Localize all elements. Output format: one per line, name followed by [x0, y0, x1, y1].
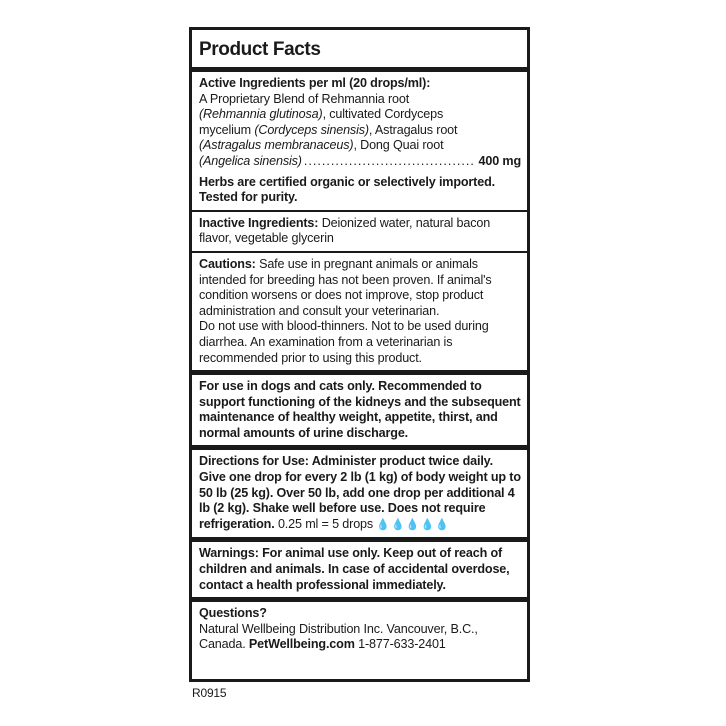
cautions-heading: Cautions: [199, 256, 256, 271]
inactive-ingredients-section [198, 212, 521, 251]
warnings-text: For animal use only. Keep out of reach of children and animals. In case of accidental overdose, contact a health professional immediately. [199, 546, 510, 592]
phone-text: 1-877-633-2401 [358, 637, 446, 652]
active-amount: 400 mg [478, 153, 521, 168]
product-code: R0915 [192, 686, 227, 700]
website-text: PetWellbeing.com [248, 637, 355, 652]
active-line-4: (Astragalus membranaceus), Dong Quai root [199, 138, 444, 153]
cautions-section [198, 253, 521, 370]
warnings-heading: Warnings: [199, 546, 259, 561]
label-title: Product Facts [199, 39, 321, 60]
inactive-heading: Inactive Ingredients: [199, 215, 319, 230]
questions-line-2: Canada. PetWellbeing.com 1-877-633-2401 [199, 637, 446, 652]
active-line-3: mycelium (Cordyceps sinensis), Astragalus root [199, 122, 458, 137]
inactive-text: Deionized water, natural bacon flavor, vegetable glycerin [199, 215, 491, 246]
warnings-section [198, 542, 521, 597]
directions-text: Directions for Use: Administer product twice daily. Give one drop for every 2 lb (1 kg) of body weight up to 50 lb (25 kg). Over 50 lb, add one drop per additional 4 lb (2 kg). Shake well before use. Does not require refrigeration. [199, 454, 521, 531]
use-section [198, 375, 521, 445]
questions-heading: Questions? [199, 606, 267, 621]
active-line-2: (Rehmannia glutinosa), cultivated Cordyceps [199, 107, 444, 122]
product-facts-label [189, 27, 530, 682]
cautions-text-2: Do not use with blood-thinners. Not to be used during diarrhea. An examination from a veterinarian is recommended prior to using this product. [199, 319, 489, 365]
directions-section [198, 450, 521, 537]
active-line-1: A Proprietary Blend of Rehmannia root [199, 91, 410, 106]
active-line-5: (Angelica sinensis) ...................................... 400 mg [199, 153, 521, 168]
active-ingredients-section [198, 72, 521, 210]
dot-leader: ...................................... [303, 153, 475, 168]
herbs-note: Herbs are certified organic or selectively imported. Tested for purity. [199, 174, 495, 205]
questions-line-1: Natural Wellbeing Distribution Inc. Vancouver, B.C., [199, 621, 478, 636]
use-text: For use in dogs and cats only. Recommended to support functioning of the kidneys and the subsequent maintenance of healthy weight, appetite, thirst, and normal amounts of urine discharge. [199, 379, 521, 440]
active-ingredients-heading: Active Ingredients per ml (20 drops/ml): [199, 76, 431, 90]
questions-section [198, 602, 521, 657]
dose-text: 0.25 ml = 5 drops [277, 516, 374, 531]
water-drop-icons: 💧💧💧💧💧 [376, 518, 450, 531]
cautions-text-1: Safe use in pregnant animals or animals intended for breeding has not been proven. If animal's condition worsens or does not improve, stop product administration and consult your veterinarian. [199, 256, 492, 318]
